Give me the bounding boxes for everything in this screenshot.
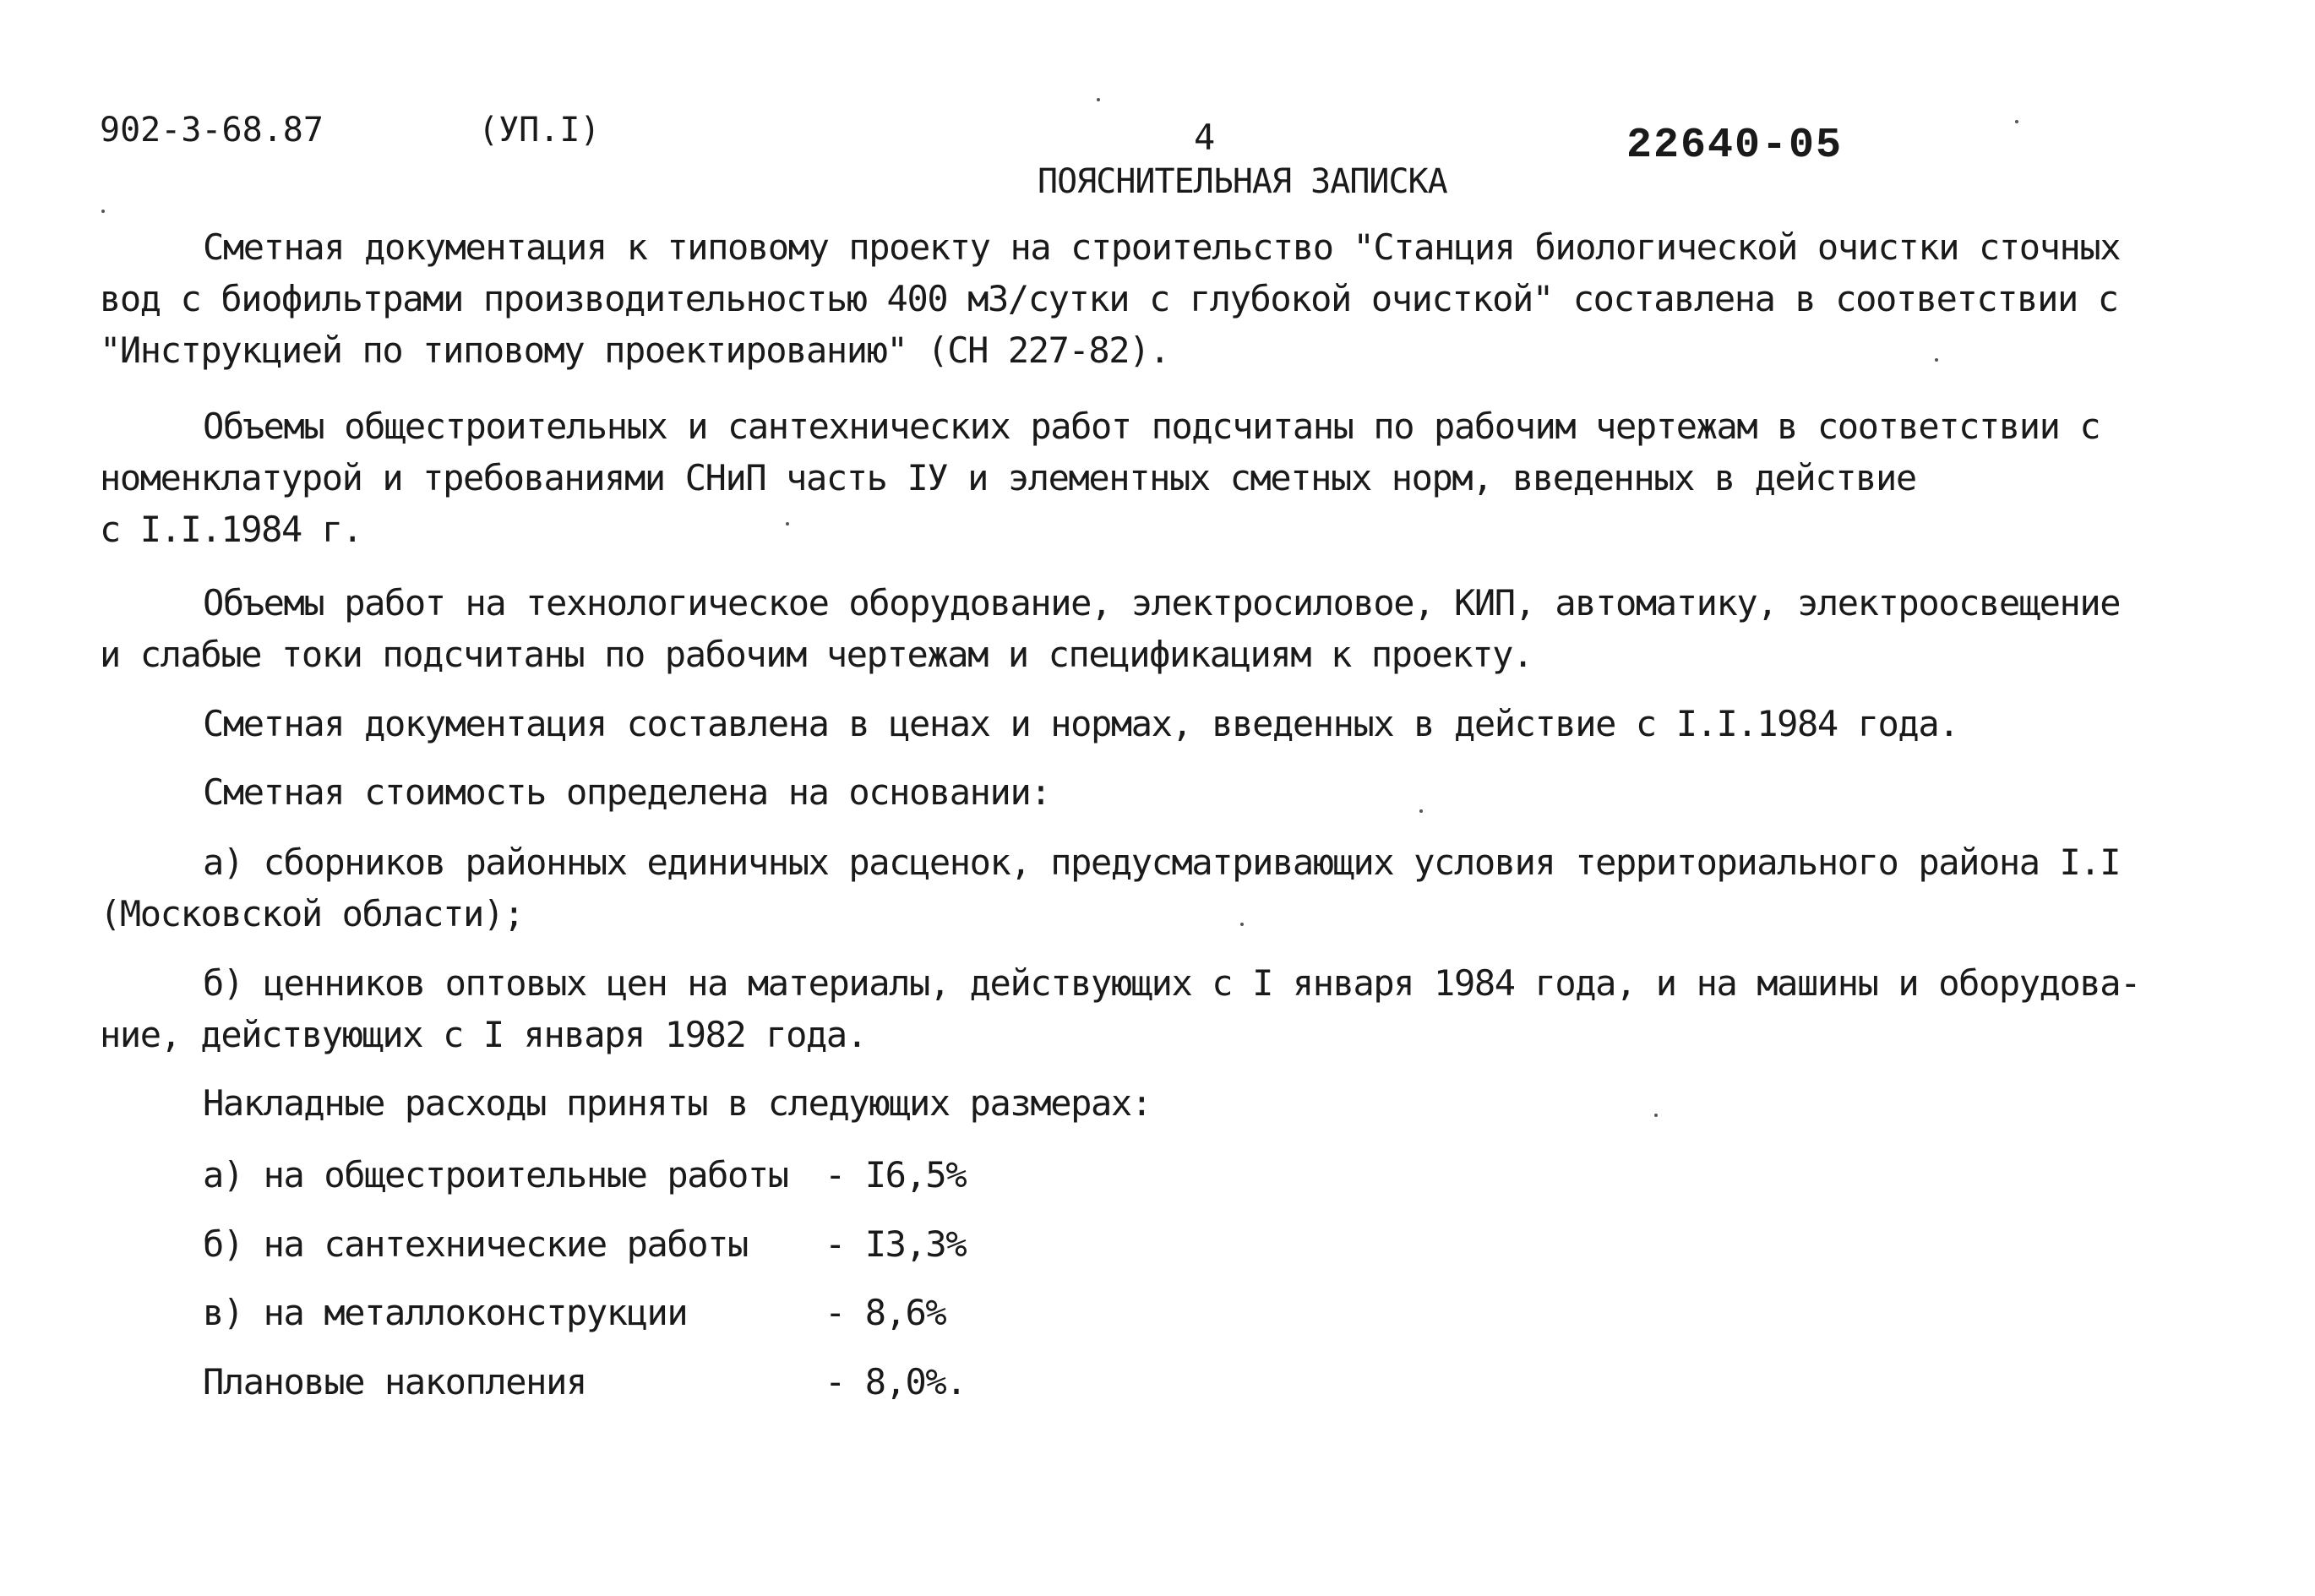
paragraph-line: (Московской области); (100, 893, 524, 934)
document-stamp: 22640-05 (1626, 122, 1844, 170)
planned-savings-value: - 8,0%. (825, 1361, 967, 1403)
paragraph-line: Сметная документация к типовому проекту на строительство "Станция биологической очистки сточных (203, 226, 2121, 268)
paragraph-basis-item-b (100, 957, 2203, 1060)
scan-speck (1240, 923, 1244, 926)
paragraph-line: б) ценников оптовых цен на материалы, действующих с I января 1984 года, и на машины и оборудова- (203, 962, 2141, 1004)
paragraph-line: Сметная документация составлена в ценах и нормах, введенных в действие с I.I.1984 года. (203, 703, 1959, 744)
paragraph-overheads (100, 1077, 2203, 1129)
overhead-label: в) на металлоконструкции (203, 1292, 688, 1333)
paragraph-line: Объемы общестроительных и сантехнических работ подсчитаны по рабочим чертежам в соответствии с (203, 406, 2100, 447)
paragraph-prices (100, 698, 2203, 749)
scan-speck (1419, 809, 1423, 813)
page-number: 4 (1194, 117, 1216, 158)
paragraph-line: номенклатурой и требованиями СНиП часть IУ и элементных сметных норм, введенных в действие (100, 457, 1916, 498)
scan-speck (1935, 358, 1938, 362)
overhead-label: б) на сантехнические работы (203, 1223, 748, 1265)
paragraph-line: вод с биофильтрами производительностью 400 м3/сутки с глубокой очисткой" составлена в соответствии с (100, 278, 2118, 319)
scan-speck (2015, 120, 2018, 123)
scan-speck (101, 210, 105, 213)
overhead-value: - I3,3% (825, 1223, 967, 1265)
scan-speck (1654, 1114, 1658, 1117)
paragraph-line: с I.I.1984 г. (100, 509, 362, 550)
paragraph-cost-basis (100, 766, 2203, 818)
paragraph-line: и слабые токи подсчитаны по рабочим чертежам и спецификациям к проекту. (100, 634, 1533, 675)
document-code: 902-3-68.87 (100, 111, 324, 150)
document-section: (УП.I) (478, 111, 601, 150)
overhead-label: а) на общестроительные работы (203, 1154, 788, 1196)
paragraph-intro (100, 221, 2203, 376)
paragraph-basis-item-a (100, 836, 2203, 940)
scan-speck (1097, 98, 1100, 101)
paragraph-line: Накладные расходы приняты в следующих размерах: (203, 1082, 1152, 1124)
planned-savings-label: Плановые накопления (203, 1361, 586, 1403)
paragraph-line: "Инструкцией по типовому проектированию" (СН 227-82). (100, 330, 1169, 371)
page-title: ПОЯСНИТЕЛЬНАЯ ЗАПИСКА (1038, 162, 1447, 201)
paragraph-construction-volumes (100, 400, 2203, 555)
paragraph-line: Объемы работ на технологическое оборудование, электросиловое, КИП, автоматику, электроосвещение (203, 582, 2121, 624)
paragraph-equipment-volumes (100, 577, 2203, 680)
paragraph-line: Сметная стоимость определена на основании: (203, 771, 1051, 813)
overhead-value: - 8,6% (825, 1292, 946, 1333)
overhead-value: - I6,5% (825, 1154, 967, 1196)
scan-speck (786, 522, 789, 526)
paragraph-line: ние, действующих с I января 1982 года. (100, 1014, 867, 1055)
paragraph-line: а) сборников районных единичных расценок, предусматривающих условия территориального района I.I (203, 842, 2121, 883)
